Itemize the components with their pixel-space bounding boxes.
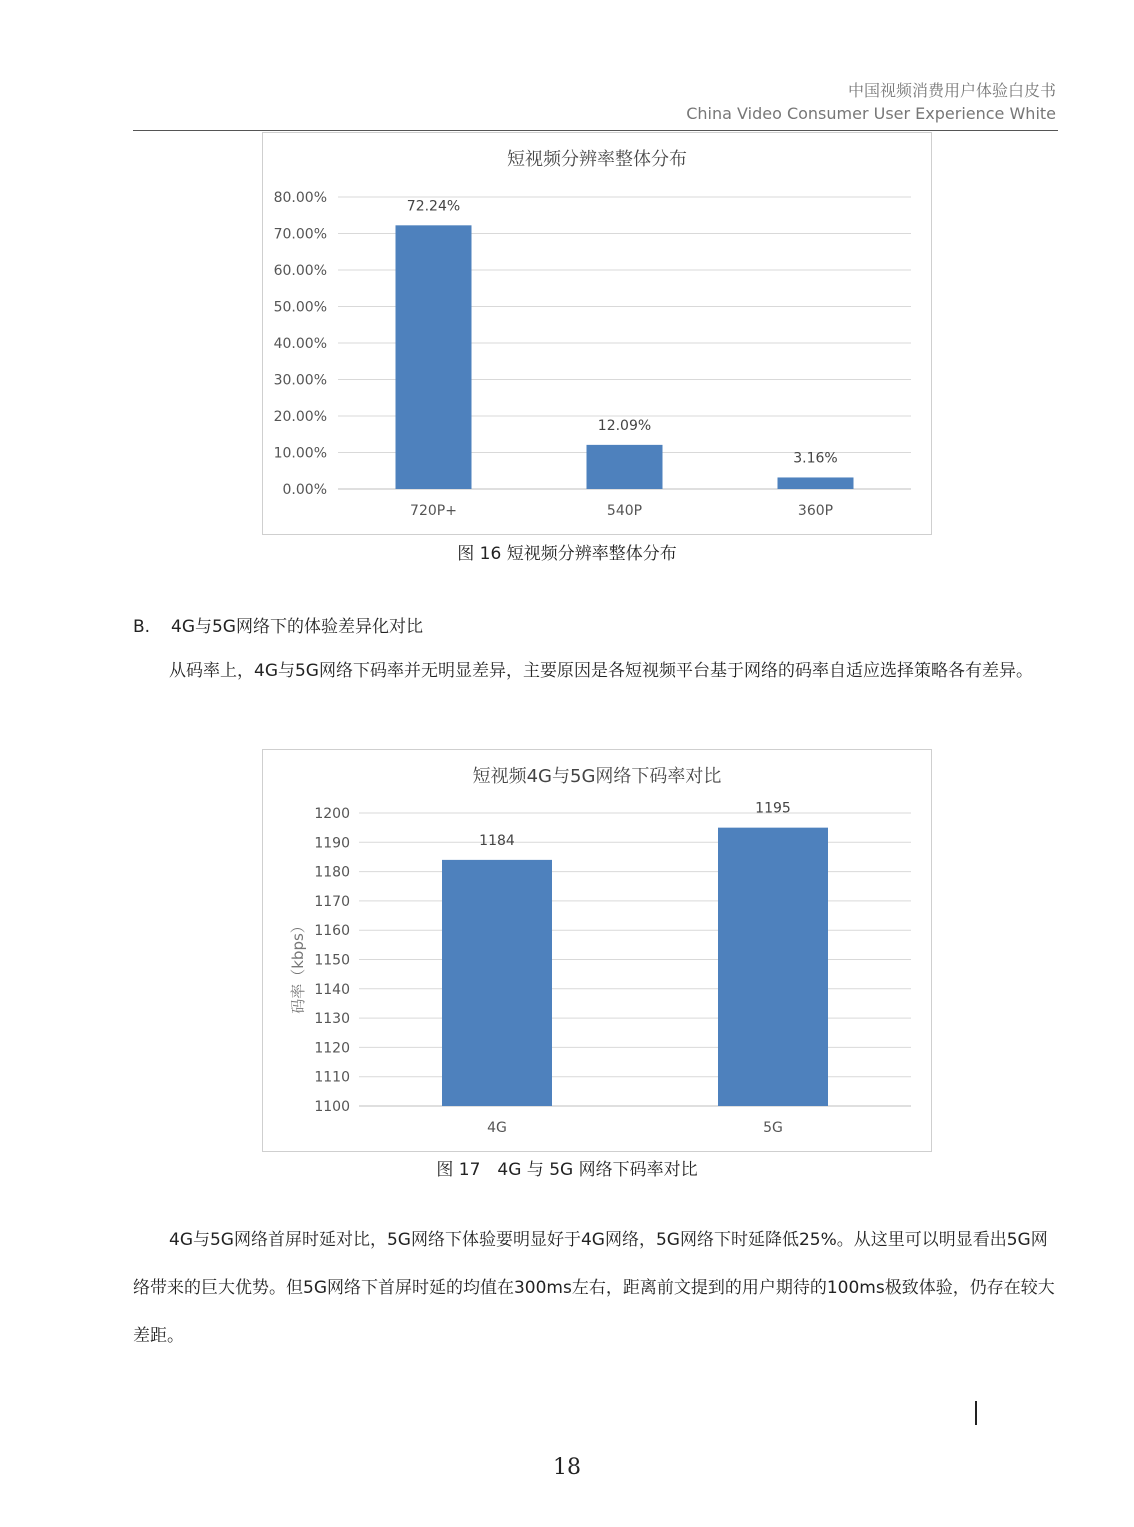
paragraph-bitrate: 从码率上，4G与5G网络下码率并无明显差异，主要原因是各短视频平台基于网络的码率自适应选择策略各有差异。 (169, 661, 1033, 681)
y-tick-label: 40.00% (273, 336, 327, 352)
y-tick-label: 0.00% (282, 482, 327, 498)
bar-360p (778, 477, 854, 489)
bitrate-comparison-chart (263, 750, 931, 1151)
data-label: 72.24% (406, 198, 461, 215)
y-tick-label: 1120 (314, 1040, 350, 1057)
header-title-en: China Video Consumer User Experience White (686, 104, 1056, 123)
section-heading (133, 612, 423, 637)
page-number: 18 (553, 1455, 581, 1480)
x-tick-label: 540P (606, 503, 643, 519)
y-tick-label: 1200 (314, 806, 350, 822)
y-tick-label: 1180 (314, 864, 350, 881)
header-divider (133, 130, 1058, 131)
x-tick-label: 720P+ (410, 503, 457, 519)
y-tick-label: 1110 (314, 1069, 350, 1086)
x-tick-label: 360P (797, 503, 834, 519)
margin-mark (975, 1401, 977, 1425)
x-tick-label: 5G (763, 1120, 783, 1136)
figure-17-caption: 图 17 4G 与 5G 网络下码率对比 (436, 1160, 698, 1180)
y-tick-label: 1130 (314, 1011, 350, 1028)
data-label: 1184 (479, 832, 515, 849)
x-tick-label: 4G (487, 1120, 507, 1136)
y-tick-label: 1150 (314, 952, 350, 969)
y-tick-label: 20.00% (273, 409, 327, 425)
y-tick-label: 1190 (314, 835, 350, 852)
bar-720p (396, 225, 472, 489)
y-tick-label: 80.00% (273, 190, 327, 206)
y-tick-label: 1100 (314, 1099, 350, 1115)
data-label: 1195 (755, 800, 791, 817)
y-tick-label: 10.00% (273, 445, 327, 462)
document-header (686, 80, 1056, 126)
section-title: 4G与5G网络下的体验差异化对比 (171, 617, 423, 637)
y-tick-label: 1170 (314, 893, 350, 910)
paragraph-latency: 4G与5G网络首屏时延对比，5G网络下体验要明显好于4G网络，5G网络下时延降低25%。从这里可以明显看出5G网络带来的巨大优势。但5G网络下首屏时延的均值在300ms左右，距离前文提到的用户期待的100ms极致体验，仍存在较大差距。 (133, 1230, 1055, 1346)
y-tick-label: 30.00% (273, 372, 327, 389)
figure-16-chart (262, 132, 932, 535)
data-label: 12.09% (597, 417, 652, 434)
figure-16-caption: 图 16 短视频分辨率整体分布 (457, 544, 677, 564)
data-label: 3.16% (793, 450, 838, 467)
y-tick-label: 1140 (314, 981, 350, 998)
y-tick-label: 70.00% (273, 226, 327, 243)
section-number: B. (133, 617, 151, 637)
figure-17-chart (262, 749, 932, 1152)
bar-540p (587, 445, 663, 489)
header-title-cn: 中国视频消费用户体验白皮书 (847, 81, 1056, 100)
bar-4g (442, 860, 552, 1106)
resolution-distribution-chart (263, 133, 931, 534)
chart-title: 短视频分辨率整体分布 (507, 149, 687, 170)
y-tick-label: 1160 (314, 923, 350, 940)
y-axis-label: 码率（kbps） (289, 918, 307, 1014)
chart-title: 短视频4G与5G网络下码率对比 (472, 766, 722, 787)
y-tick-label: 60.00% (273, 263, 327, 279)
y-tick-label: 50.00% (273, 299, 327, 316)
bar-5g (718, 828, 828, 1106)
